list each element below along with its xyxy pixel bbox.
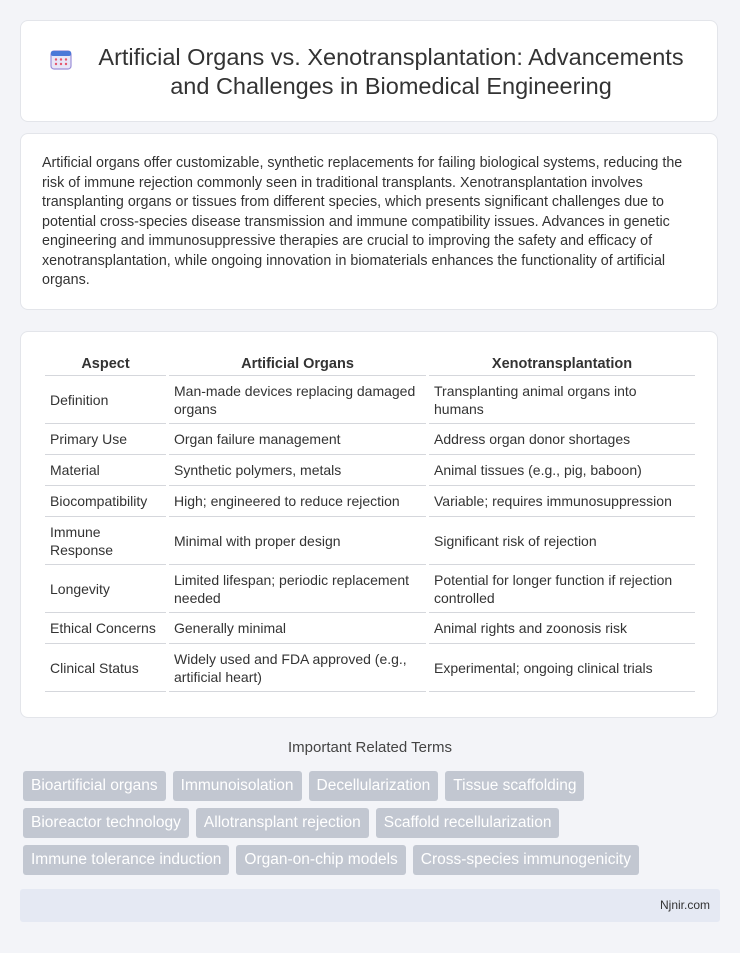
table-cell: Longevity bbox=[45, 565, 166, 613]
column-header: Aspect bbox=[45, 354, 166, 376]
table-cell: Animal tissues (e.g., pig, baboon) bbox=[429, 455, 695, 486]
comparison-table bbox=[42, 354, 698, 692]
calendar-icon bbox=[49, 47, 73, 71]
comparison-table-card bbox=[20, 331, 718, 718]
table-row bbox=[45, 613, 695, 644]
table-row bbox=[45, 517, 695, 565]
related-term-tag[interactable]: Decellularization bbox=[309, 771, 439, 801]
table-cell: Minimal with proper design bbox=[169, 517, 426, 565]
table-cell: Definition bbox=[45, 376, 166, 424]
related-terms-title: Important Related Terms bbox=[288, 739, 452, 756]
table-row bbox=[45, 486, 695, 517]
table-cell: Material bbox=[45, 455, 166, 486]
related-terms-row bbox=[23, 845, 639, 875]
table-header-row bbox=[45, 354, 695, 376]
table-cell: Man-made devices replacing damaged organs bbox=[169, 376, 426, 424]
page-title: Artificial Organs vs. Xenotransplantation: Advancements and Challenges in Biomedical Engineering bbox=[98, 44, 684, 99]
table-row bbox=[45, 424, 695, 455]
title-card bbox=[20, 20, 718, 122]
related-term-tag[interactable]: Bioreactor technology bbox=[23, 808, 189, 838]
table-cell: Potential for longer function if rejection controlled bbox=[429, 565, 695, 613]
summary-text: Artificial organs offer customizable, synthetic replacements for failing biological systems, reducing the risk of immune rejection commonly seen in traditional transplants. Xenotransplantation involves transplanting organs or tissues from different species, which presents significant challenges due to potential cross-species disease transmission and immune compatibility issues. Advances in genetic engineering and immunosuppressive therapies are crucial to improving the safety and efficacy of xenotransplantation, while ongoing innovation in biomaterials enhances the functionality of artificial organs. bbox=[42, 155, 683, 288]
table-cell: Biocompatibility bbox=[45, 486, 166, 517]
column-header: Xenotransplantation bbox=[429, 354, 695, 376]
table-row bbox=[45, 455, 695, 486]
related-terms-row bbox=[23, 808, 559, 838]
table-cell: Experimental; ongoing clinical trials bbox=[429, 644, 695, 692]
table-cell: Limited lifespan; periodic replacement needed bbox=[169, 565, 426, 613]
table-row bbox=[45, 644, 695, 692]
table-cell: Primary Use bbox=[45, 424, 166, 455]
table-cell: Generally minimal bbox=[169, 613, 426, 644]
table-cell: Variable; requires immunosuppression bbox=[429, 486, 695, 517]
related-term-tag[interactable]: Organ-on-chip models bbox=[236, 845, 405, 875]
footer bbox=[20, 889, 720, 922]
related-term-tag[interactable]: Immune tolerance induction bbox=[23, 845, 229, 875]
related-term-tag[interactable]: Bioartificial organs bbox=[23, 771, 166, 801]
table-cell: Ethical Concerns bbox=[45, 613, 166, 644]
table-cell: Organ failure management bbox=[169, 424, 426, 455]
footer-site-link[interactable]: Njnir.com bbox=[659, 898, 710, 912]
table-cell: High; engineered to reduce rejection bbox=[169, 486, 426, 517]
summary-card bbox=[20, 133, 718, 310]
table-cell: Animal rights and zoonosis risk bbox=[429, 613, 695, 644]
related-terms-row bbox=[23, 771, 584, 801]
table-cell: Synthetic polymers, metals bbox=[169, 455, 426, 486]
related-term-tag[interactable]: Immunoisolation bbox=[173, 771, 302, 801]
table-cell: Immune Response bbox=[45, 517, 166, 565]
table-cell: Clinical Status bbox=[45, 644, 166, 692]
table-row bbox=[45, 565, 695, 613]
related-term-tag[interactable]: Allotransplant rejection bbox=[196, 808, 369, 838]
related-term-tag[interactable]: Scaffold recellularization bbox=[376, 808, 560, 838]
column-header: Artificial Organs bbox=[169, 354, 426, 376]
table-row bbox=[45, 376, 695, 424]
related-term-tag[interactable]: Tissue scaffolding bbox=[445, 771, 584, 801]
related-term-tag[interactable]: Cross-species immunogenicity bbox=[413, 845, 639, 875]
table-cell: Widely used and FDA approved (e.g., artificial heart) bbox=[169, 644, 426, 692]
table-cell: Transplanting animal organs into humans bbox=[429, 376, 695, 424]
table-cell: Significant risk of rejection bbox=[429, 517, 695, 565]
table-cell: Address organ donor shortages bbox=[429, 424, 695, 455]
